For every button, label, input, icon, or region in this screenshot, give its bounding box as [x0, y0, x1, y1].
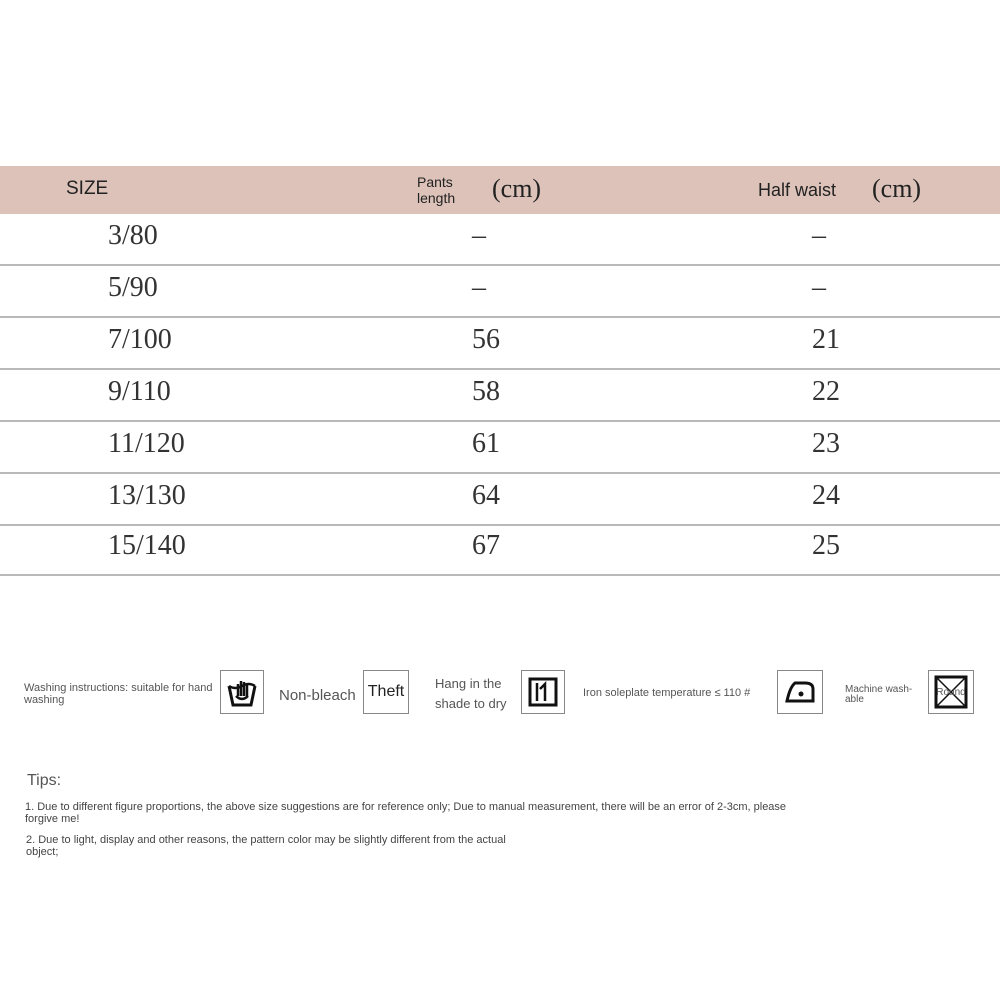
size-cell: 15/140	[108, 530, 186, 561]
hang-dry-box	[521, 670, 565, 714]
size-cell: 11/120	[108, 428, 185, 459]
machine-wash-box-label: Round	[936, 686, 966, 698]
table-row	[0, 422, 1000, 474]
pants-length-cell: 61	[472, 428, 500, 459]
tip-item: 1. Due to different figure proportions, the above size suggestions are for reference only; Due to manual measurement, there will be an error of 2-3cm, please forgive me!	[25, 801, 787, 825]
hand-wash-box	[220, 670, 264, 714]
tips-title: Tips:	[27, 772, 62, 789]
header-half-waist: Half waist	[758, 180, 837, 200]
machine-wash-box	[928, 670, 974, 714]
table-row	[0, 318, 1000, 370]
hand-wash-icon	[224, 674, 260, 710]
half-waist-cell: 25	[812, 530, 840, 561]
pants-length-cell: –	[472, 220, 486, 251]
machine-wash-label: Machine wash-able	[845, 684, 913, 705]
half-waist-cell: 24	[812, 480, 840, 511]
hang-dry-icon	[526, 675, 560, 709]
table-row	[0, 266, 1000, 318]
pants-length-cell: –	[472, 272, 486, 303]
half-waist-cell: –	[812, 220, 826, 251]
tip-item: 2. Due to light, display and other reasons, the pattern color may be slightly different from the actual object;	[26, 834, 506, 858]
hand-wash-label: Washing instructions: suitable for hand washing	[24, 682, 213, 706]
half-waist-cell: 21	[812, 324, 840, 355]
iron-box	[777, 670, 823, 714]
size-cell: 7/100	[108, 324, 172, 355]
pants-length-cell: 56	[472, 324, 500, 355]
size-cell: 3/80	[108, 220, 158, 251]
iron-low-icon	[783, 677, 817, 707]
care-instructions	[0, 668, 1001, 718]
half-waist-cell: 23	[812, 428, 840, 459]
non-bleach-label: Non-bleach	[279, 687, 356, 704]
size-cell: 9/110	[108, 376, 171, 407]
half-waist-cell: –	[812, 272, 826, 303]
row-divider	[0, 574, 1000, 576]
hang-dry-label: Hang in the shade to dry	[435, 676, 507, 711]
header-pants-unit: (cm)	[492, 174, 542, 203]
pants-length-cell: 67	[472, 530, 500, 561]
header-size: SIZE	[66, 178, 109, 199]
iron-label: Iron soleplate temperature ≤ 110 #	[583, 687, 751, 699]
size-cell: 5/90	[108, 272, 158, 303]
pants-length-cell: 58	[472, 376, 500, 407]
header-pants-length: Pants length	[417, 174, 456, 206]
non-bleach-box: Theft	[363, 670, 409, 714]
size-cell: 13/130	[108, 480, 186, 511]
table-row	[0, 474, 1000, 526]
header-waist-unit: (cm)	[872, 174, 922, 203]
table-row	[0, 370, 1000, 422]
table-row	[0, 524, 1000, 576]
half-waist-cell: 22	[812, 376, 840, 407]
pants-length-cell: 64	[472, 480, 500, 511]
table-row	[0, 214, 1000, 266]
